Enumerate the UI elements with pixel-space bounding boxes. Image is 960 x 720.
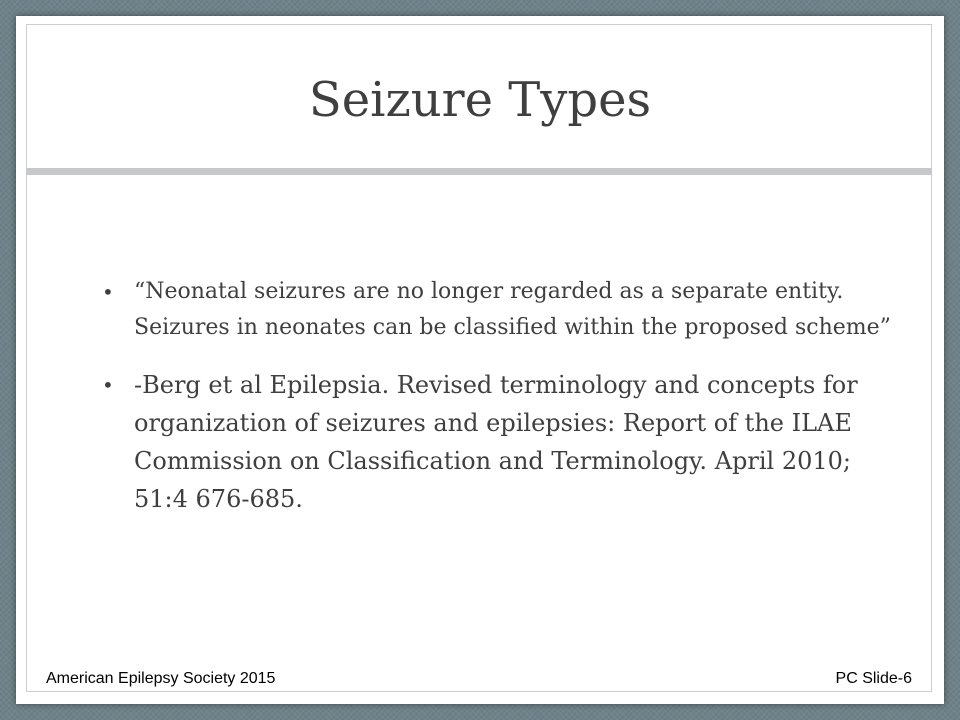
bullet-item [96,274,896,346]
bullet-list [96,274,896,518]
bullet-text: -Berg et al Epilepsia. Revised terminology and concepts for organization of seizures and epilepsies: Report of the ILAE Commission on Classification and Terminology. April 2010; 51:4 676-685. [134,371,858,513]
slide-footer [26,666,932,692]
bullet-icon: • [102,280,114,304]
bullet-icon: • [102,373,114,397]
slide-number: PC Slide-6 [835,670,912,687]
bullet-text: “Neonatal seizures are no longer regarded as a separate entity. Seizures in neonates can be classified within the proposed scheme” [134,279,891,340]
bullet-item [96,366,896,518]
title-divider [26,168,932,175]
slide [16,16,944,704]
footer-organization: American Epilepsy Society 2015 [46,670,276,687]
slide-title: Seizure Types [308,72,652,128]
